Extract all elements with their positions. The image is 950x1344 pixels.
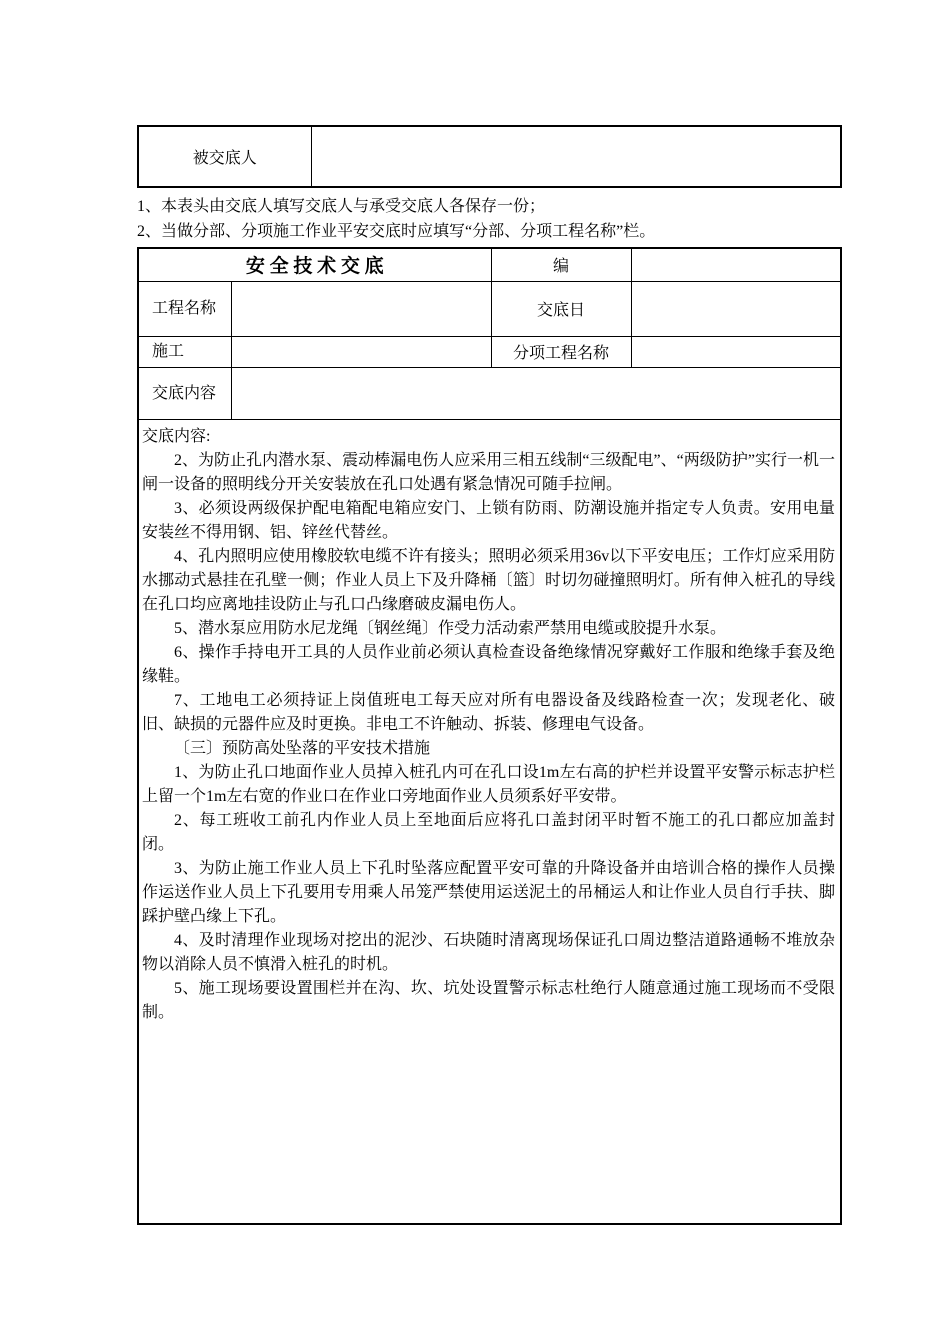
recipient-row: [138, 126, 841, 187]
content-paragraph: 3、为防止施工作业人员上下孔时坠落应配置平安可靠的升降设备并由培训合格的操作人员操作运送作业人员上下孔要用专用乘人吊笼严禁使用运送泥土的吊桶运人和让作业人员自行手扶、脚踩护壁凸缘上下孔。: [142, 859, 836, 925]
content-paragraph: 4、及时清理作业现场对挖出的泥沙、石块随时清离现场保证孔口周边整洁道路通畅不堆放杂物以消除人员不慎滑入桩孔的时机。: [142, 931, 836, 973]
project-name-row: [138, 281, 841, 336]
sub-project-label: 分项工程名称: [491, 336, 631, 367]
recipient-value-cell[interactable]: [311, 126, 841, 187]
disclosure-date-label: 交底日: [491, 281, 631, 336]
content-label: 交底内容: [138, 367, 231, 419]
project-name-value-cell[interactable]: [231, 281, 491, 336]
recipient-label: 被交底人: [138, 126, 311, 187]
recipient-table: [137, 125, 842, 188]
content-paragraph: 2、每工班收工前孔内作业人员上至地面后应将孔口盖封闭平时暂不施工的孔口都应加盖封闭。: [142, 811, 836, 853]
construction-label: 施工: [138, 336, 231, 367]
content-row: [138, 419, 841, 1224]
content-paragraph: 6、操作手持电开工具的人员作业前必须认真检查设备绝缘情况穿戴好工作服和绝缘手套及绝缘鞋。: [142, 643, 836, 685]
disclosure-date-value-cell[interactable]: [631, 281, 841, 336]
form-title: 安 全 技 术 交 底: [138, 248, 491, 281]
content-paragraph: 7、工地电工必须持证上岗值班电工每天应对所有电器设备及线路检查一次；发现老化、破旧、缺损的元器件应及时更换。非电工不许触动、拆装、修理电气设备。: [142, 691, 836, 733]
content-paragraph: 1、为防止孔口地面作业人员掉入桩孔内可在孔口设1m左右高的护栏并设置平安警示标志护栏上留一个1m左右宽的作业口在作业口旁地面作业人员须系好平安带。: [142, 763, 836, 805]
content-paragraph: 3、必须设两级保护配电箱配电箱应安门、上锁有防雨、防潮设施并指定专人负责。安用电量安装丝不得用钢、铝、锌丝代替丝。: [142, 499, 836, 541]
number-label: 编: [491, 248, 631, 281]
title-row: [138, 248, 841, 281]
number-value-cell[interactable]: [631, 248, 841, 281]
content-paragraph: 5、施工现场要设置围栏并在沟、坎、坑处设置警示标志杜绝行人随意通过施工现场而不受限制。: [142, 979, 836, 1021]
content-heading: 交底内容:: [142, 427, 211, 445]
project-name-label: 工程名称: [138, 281, 231, 336]
disclosure-form-table: [137, 247, 842, 1225]
note-line-1: 1、本表头由交底人填写交底人与承受交底人各保存一份；: [137, 198, 546, 215]
content-cell: [138, 419, 841, 1224]
content-label-row: [138, 367, 841, 419]
sub-project-value-cell[interactable]: [631, 336, 841, 367]
note-line-2: 2、当做分部、分项施工作业平安交底时应填写“分部、分项工程名称”栏。: [137, 223, 656, 240]
content-label-value-cell[interactable]: [231, 367, 841, 419]
content-paragraph: 4、孔内照明应使用橡胶软电缆不许有接头；照明必须采用36v以下平安电压；工作灯应采用防水挪动式悬挂在孔壁一侧；作业人员上下及升降桶〔篮〕时切勿碰撞照明灯。所有伸入桩孔的导线在孔口均应离地挂设防止与孔口凸缘磨破皮漏电伤人。: [142, 547, 836, 613]
construction-row: [138, 336, 841, 367]
content-section-heading: 〔三〕预防高处坠落的平安技术措施: [174, 739, 431, 757]
content-paragraph: 5、潜水泵应用防水尼龙绳〔钢丝绳〕作受力活动索严禁用电缆或胶提升水泵。: [174, 619, 727, 637]
construction-value-cell[interactable]: [231, 336, 491, 367]
form-notes: [137, 194, 840, 244]
content-paragraph: 2、为防止孔内潜水泵、震动棒漏电伤人应采用三相五线制“三级配电”、“两级防护”实行一机一闸一设备的照明线分开关安装放在孔口处遇有紧急情况可随手拉闸。: [142, 451, 836, 493]
